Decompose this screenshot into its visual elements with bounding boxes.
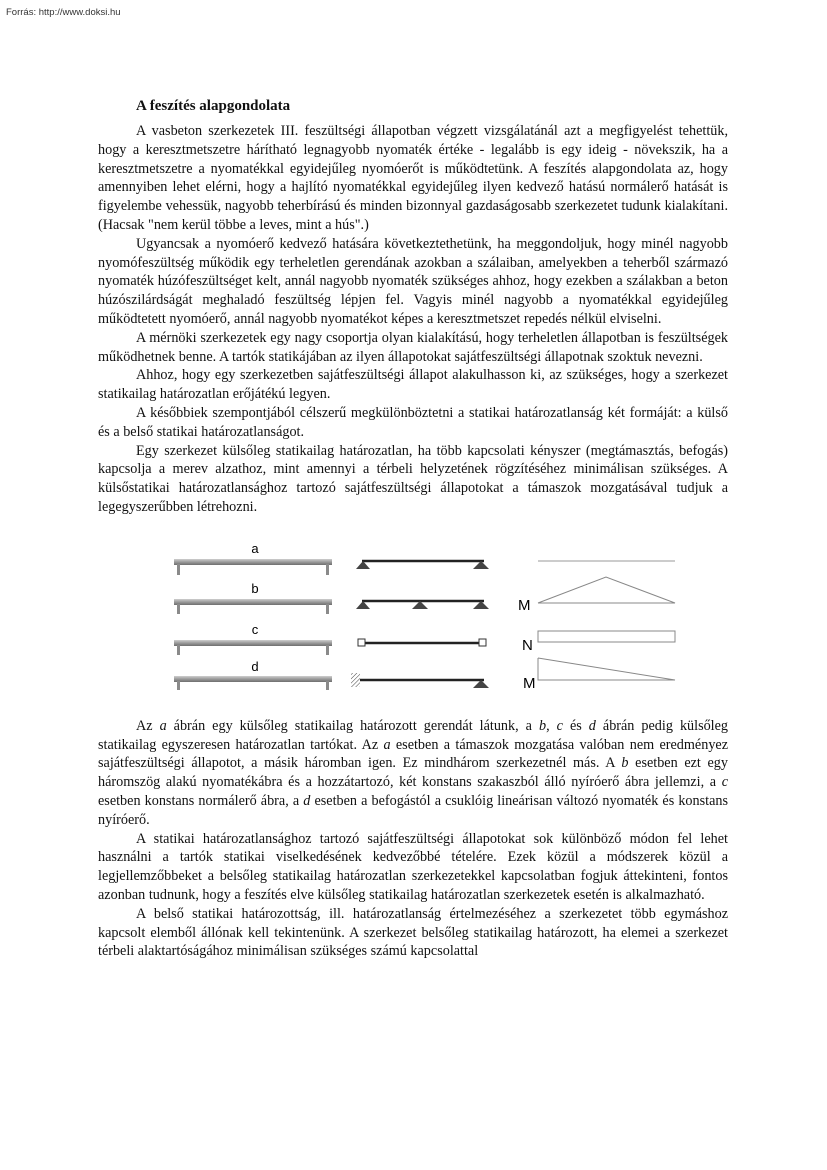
diagram-b-moment <box>518 577 675 614</box>
beam-a-physical <box>174 541 332 575</box>
diagram-d-moment <box>523 658 675 692</box>
paragraph-6: Egy szerkezet külsőleg statikailag határozatlan, ha több kapcsolati kényszer (megtámasztás, befogás) kapcsolja a merev alzathoz, mint amennyi a térbeli helyzetének rögzítéséhez minimálisan szükséges. A külsőstatikai határozatlansághoz tartozó sajátfeszültségi állapotokat a támaszok mozgatásával tudjuk a legegyszerűbben létrehozni. <box>98 442 728 515</box>
beam-diagrams <box>98 537 728 697</box>
section-title: A feszítés alapgondolata <box>136 98 291 114</box>
beam-c-physical <box>174 622 332 655</box>
model-a <box>356 561 489 569</box>
paragraph-5: A későbbiek szempontjából célszerű megkülönböztetni a statikai határozatlanság két formáját: a külső és a belső statikai határozatlanságot. <box>98 404 728 440</box>
moment-label-d: M <box>523 674 536 692</box>
paragraph-2: Ugyancsak a nyomóerő kedvező hatására következtethetünk, ha meggondoljuk, hogy minél nagyobb nyomófeszültség működik egy terheletlen gerendának azokban a szálaiban, amelyekben a teherből származó nyomaték húzófeszültséget kelt, annál nagyobb nyomaték szükséges ahhoz, hogy ezekben a szálakban a beton húzószilárdságát meghaladó feszültség lépjen fel. Vagyis minél nagyobb a nyomatékkal egyidejűleg működtetett nyomóerő, annál nagyobb nyomatékot képes a keresztmetszet repedés nélkül elviselni. <box>98 235 728 327</box>
paragraph-3: A mérnöki szerkezetek egy nagy csoportja olyan kialakítású, hogy terheletlen állapotban is feszültségek működhetnek benne. A tartók statikájában az ilyen állapotokat sajátfeszültségi állapotnak szoktuk nevezni. <box>98 329 728 365</box>
source-note: Forrás: http://www.doksi.hu <box>6 7 121 18</box>
paragraph-1: A vasbeton szerkezetek III. feszültségi állapotban végzett vizsgálatánál azt a megfigyelést tehettük, hogy a keresztmetszetre hárítható legnagyobb nyomaték értéke - legalább is egy ideig - növekszik, ha a keresztmetszetre a nyomatékkal egyidejűleg nyomóerőt is működtetünk. A feszítés alapgondolata az, hogy amennyiben lehet elérni, hogy a hajlító nyomatékkal egyidejűleg ilyen kedvező hatású normálerő hatását is figyelembe vehessük, nagyobb teherbírású és minden bizonnyal gazdaságosabb szerkezetet tudunk kialakítani. (Hacsak "nem kerül többe a leves, mint a hús".) <box>98 123 728 233</box>
document-page <box>98 96 728 961</box>
moment-label-b: M <box>518 596 531 614</box>
label-a: a <box>251 540 259 556</box>
normal-force-label-c: N <box>522 636 533 654</box>
diagram-c-normal <box>522 631 675 654</box>
beam-b-physical <box>174 581 332 614</box>
model-c <box>358 639 486 646</box>
paragraph-9: A belső statikai határozottság, ill. határozatlanság értelmezéséhez a szerkezetet több egymáshoz kapcsolt elemből állónak kell tekintenünk. A szerkezet belsőleg statikailag határozott, ha elemei a szerkezet térbeli alaktartóságához minimálisan szükséges számú kapcsolattal <box>98 905 728 960</box>
label-c: c <box>251 621 259 637</box>
paragraph-7: Az a ábrán egy külsőleg statikailag határozott gerendát látunk, a b, c és d ábrán pedig külsőleg statikailag egyszeresen határozatlan tartókat. Az a esetben a támaszok mozgatása valóban nem eredményez sajátfeszültségi állapotot, a másik háromban igen. Ez mindhárom szerkezetnél más. A b esetben ezt egy háromszög alakú nyomatékábra és a hozzátartozó, két konstans szakaszból álló nyíróerő ábra jellemzi, a c esetben konstans normálerő ábra, a d esetben a befogástól a csuklóig lineárisan változó nyomaték és konstans nyíróerő. <box>98 717 729 828</box>
label-d: d <box>251 658 259 674</box>
beam-d-physical <box>174 659 332 690</box>
model-b <box>356 601 489 609</box>
model-d <box>351 673 489 688</box>
paragraph-8: A statikai határozatlansághoz tartozó sajátfeszültségi állapotokat sok különböző módon fel lehet használni a tartók statikai viselkedésének kedvezőbbé tételére. Ezek közül a módszerek közül a legjellemzőbbeket a belsőleg statikailag határozatlan szerkezetekkel kapcsolatban fogjuk áttekinteni, fontos azonban tudnunk, hogy a feszítés elve külsőleg statikailag határozatlan szerkezetek esetén is alkalmazható. <box>98 830 728 903</box>
label-b: b <box>251 580 259 596</box>
paragraph-4: Ahhoz, hogy egy szerkezetben sajátfeszültségi állapot alakulhasson ki, az szükséges, hogy a szerkezet statikailag határozatlan erőjátékú legyen. <box>98 367 728 403</box>
beam-figure <box>98 537 728 697</box>
